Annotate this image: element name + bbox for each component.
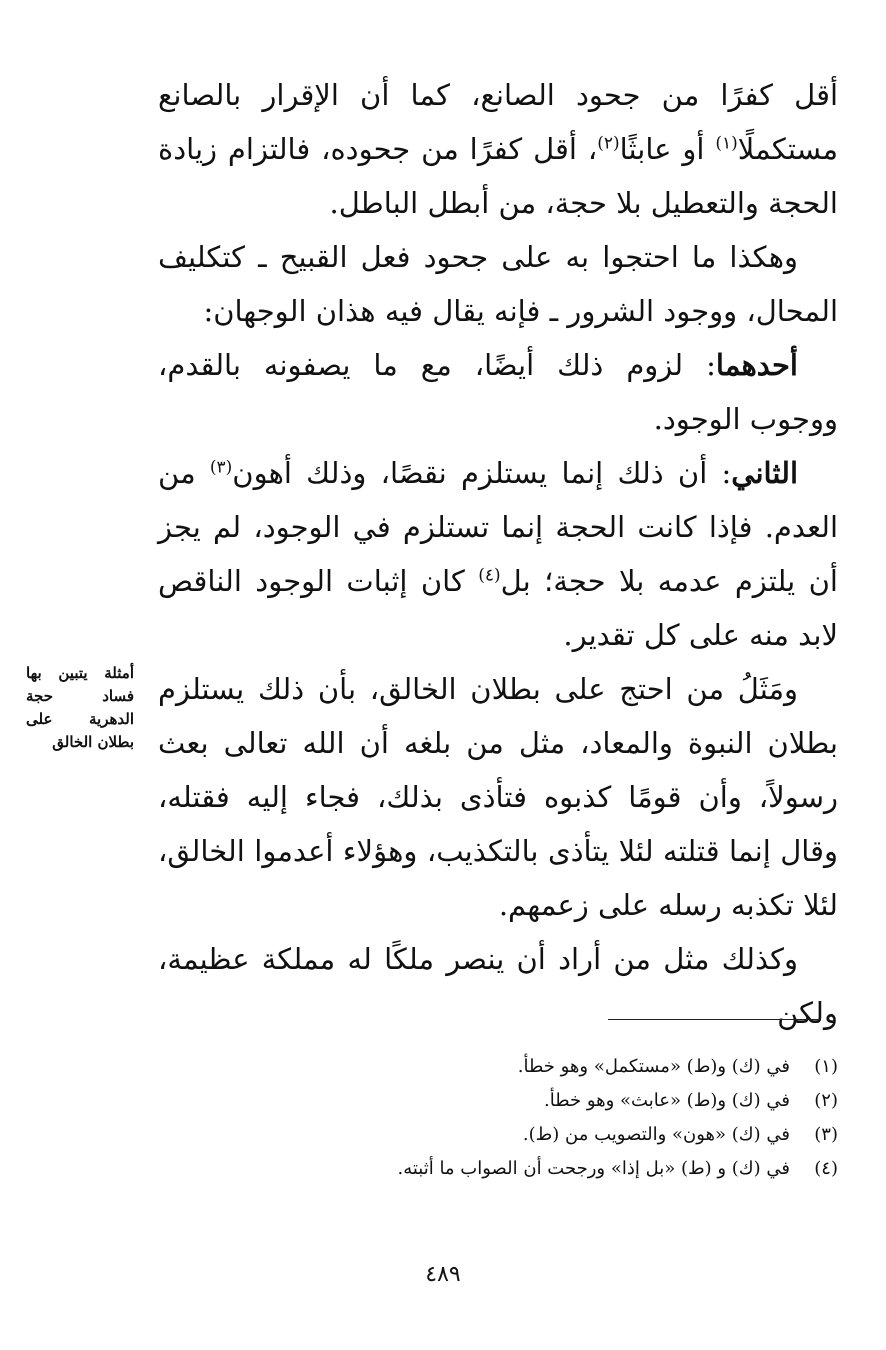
paragraph-lead: أحدهما bbox=[715, 348, 798, 382]
margin-note: أمثلة يتبين بها فساد حجة الدهرية على بطلان الخالق bbox=[26, 664, 134, 751]
footnote-ref-2[interactable]: (٢) bbox=[597, 133, 620, 154]
footnotes bbox=[158, 1050, 838, 1186]
paragraph-2: وهكذا ما احتجوا به على جحود فعل القبيح ـ كتكليف المحال، ووجود الشرور ـ فإنه يقال فيه هذان الوجهان: bbox=[158, 240, 838, 328]
footnote-number: (٢) bbox=[814, 1090, 838, 1111]
main-text bbox=[158, 68, 838, 1040]
page-number: ٤٨٩ bbox=[425, 1262, 461, 1287]
paragraph-3: أحدهما: لزوم ذلك أيضًا، مع ما يصفونه بالقدم، ووجوب الوجود. bbox=[158, 348, 838, 436]
paragraph-1: أقل كفرًا من جحود الصانع، كما أن الإقرار بالصانع مستكملًا$^{(١)}$ أو عابثًا$^{(٢)}$، أقل كفرًا من جحوده، فالتزام زيادة الحجة والتعطيل بلا حجة، من أبطل الباطل. bbox=[158, 78, 838, 220]
footnote-item bbox=[158, 1084, 838, 1118]
footnote-text: في (ك) و (ط) «بل إذا» ورجحت أن الصواب ما أثبته. bbox=[397, 1158, 790, 1179]
footnote-item bbox=[158, 1118, 838, 1152]
footnote-divider bbox=[608, 1019, 818, 1020]
footnote-number: (٤) bbox=[814, 1158, 838, 1179]
footnote-ref-4[interactable]: (٤) bbox=[478, 565, 501, 586]
footnote-ref-1[interactable]: (١) bbox=[715, 133, 738, 154]
footnote-number: (٣) bbox=[814, 1124, 838, 1145]
paragraph-lead: الثاني bbox=[731, 456, 799, 490]
footnote-text: في (ك) «هون» والتصويب من (ط). bbox=[522, 1124, 790, 1145]
footnote-item bbox=[158, 1050, 838, 1084]
paragraph-4: الثاني: أن ذلك إنما يستلزم نقصًا، وذلك أهون$^{(٣)}$ من العدم. فإذا كانت الحجة إنما تستلزم في الوجود، لم يجز أن يلتزم عدمه بلا حجة؛ بل$^{(٤)}$ كان إثبات الوجود الناقص لابد منه على كل تقدير. bbox=[158, 456, 838, 652]
paragraph-6: وكذلك مثل من أراد أن ينصر ملكًا له مملكة عظيمة، ولكن bbox=[158, 942, 838, 1030]
footnote-item bbox=[158, 1152, 838, 1186]
paragraph-5: ومَثَلُ من احتج على بطلان الخالق، بأن ذلك يستلزم بطلان النبوة والمعاد، مثل من بلغه أن الله تعالى بعث رسولاً، وأن قومًا كذبوه فتأذى بذلك، فجاء إليه فقتله، وقال إنما قتلته لئلا يتأذى بالتكذيب، وهؤلاء أعدموا الخالق، لئلا تكذبه رسله على زعمهم. bbox=[158, 672, 838, 922]
footnote-ref-3[interactable]: (٣) bbox=[209, 457, 233, 478]
footnote-text: في (ك) و(ط) «عابث» وهو خطأ. bbox=[544, 1090, 790, 1111]
footnote-number: (١) bbox=[814, 1056, 838, 1077]
footnote-text: في (ك) و(ط) «مستكمل» وهو خطأ. bbox=[517, 1056, 790, 1077]
